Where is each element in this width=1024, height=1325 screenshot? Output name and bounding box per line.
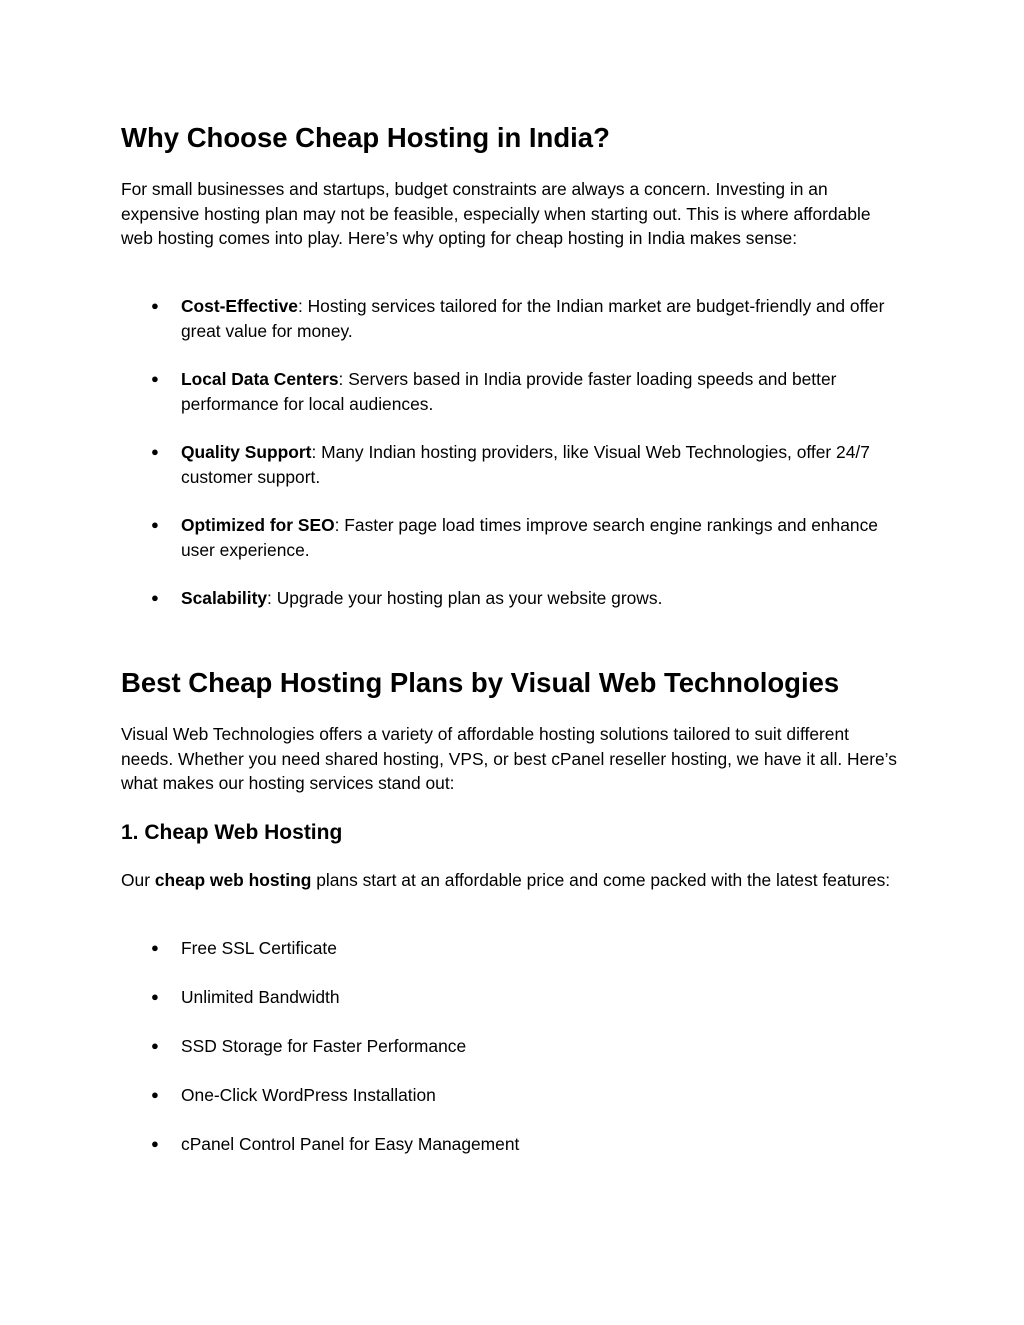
list-item-text: : Hosting services tailored for the Indian market are budget-friendly and offer great value for money. (181, 296, 885, 341)
section-intro-paragraph: For small businesses and startups, budget constraints are always a concern. Investing in an expensive hosting plan may not be feasible, especially when starting out. This is where affordable web hosting comes into play. Here’s why opting for cheap hosting in India makes sense: (121, 179, 871, 248)
list-item-term: Scalability (181, 588, 268, 608)
list-item-text: : Upgrade your hosting plan as your website grows. (267, 588, 663, 608)
bullet-icon: ● (151, 1136, 159, 1151)
subsection-intro-paragraph: Our cheap web hosting plans start at an affordable price and come packed with the latest features: (121, 870, 891, 890)
list-item-text: SSD Storage for Faster Performance (181, 1036, 467, 1056)
bullet-icon: ● (151, 940, 159, 955)
list-item-text: cPanel Control Panel for Easy Management (181, 1134, 520, 1154)
bullet-icon: ● (151, 517, 159, 532)
list-item-text: Free SSL Certificate (181, 938, 337, 958)
bullet-icon: ● (151, 1087, 159, 1102)
section-heading-best-cheap-hosting-plans: Best Cheap Hosting Plans by Visual Web Technologies (121, 667, 840, 698)
list-item-text: Unlimited Bandwidth (181, 987, 340, 1007)
list-item-text: : Servers based in India provide faster loading speeds and better performance for local audiences. (181, 369, 837, 414)
list-item-text: : Faster page load times improve search engine rankings and enhance user experience. (181, 515, 878, 560)
section-intro-paragraph: Visual Web Technologies offers a variety of affordable hosting solutions tailored to suit different needs. Whether you need shared hosting, VPS, or best cPanel reseller hosting, we have it all. Here’s what makes our hosting services stand out: (121, 724, 897, 793)
bullet-icon: ● (151, 298, 159, 313)
list-item-term: Local Data Centers (181, 369, 339, 389)
list-item-term: Quality Support (181, 442, 312, 462)
list-item-text: One-Click WordPress Installation (181, 1085, 436, 1105)
bullet-icon: ● (151, 989, 159, 1004)
bullet-icon: ● (151, 1038, 159, 1053)
list-item-term: Optimized for SEO (181, 515, 335, 535)
subsection-heading-cheap-web-hosting: 1. Cheap Web Hosting (121, 821, 343, 844)
section-heading-why-cheap-hosting: Why Choose Cheap Hosting in India? (121, 122, 610, 153)
bullet-icon: ● (151, 371, 159, 386)
bullet-icon: ● (151, 444, 159, 459)
list-item-text: : Many Indian hosting providers, like Visual Web Technologies, offer 24/7 customer support. (181, 442, 870, 487)
bullet-icon: ● (151, 590, 159, 605)
list-item-term: Cost-Effective (181, 296, 298, 316)
inline-bold-term: cheap web hosting (154, 870, 312, 890)
